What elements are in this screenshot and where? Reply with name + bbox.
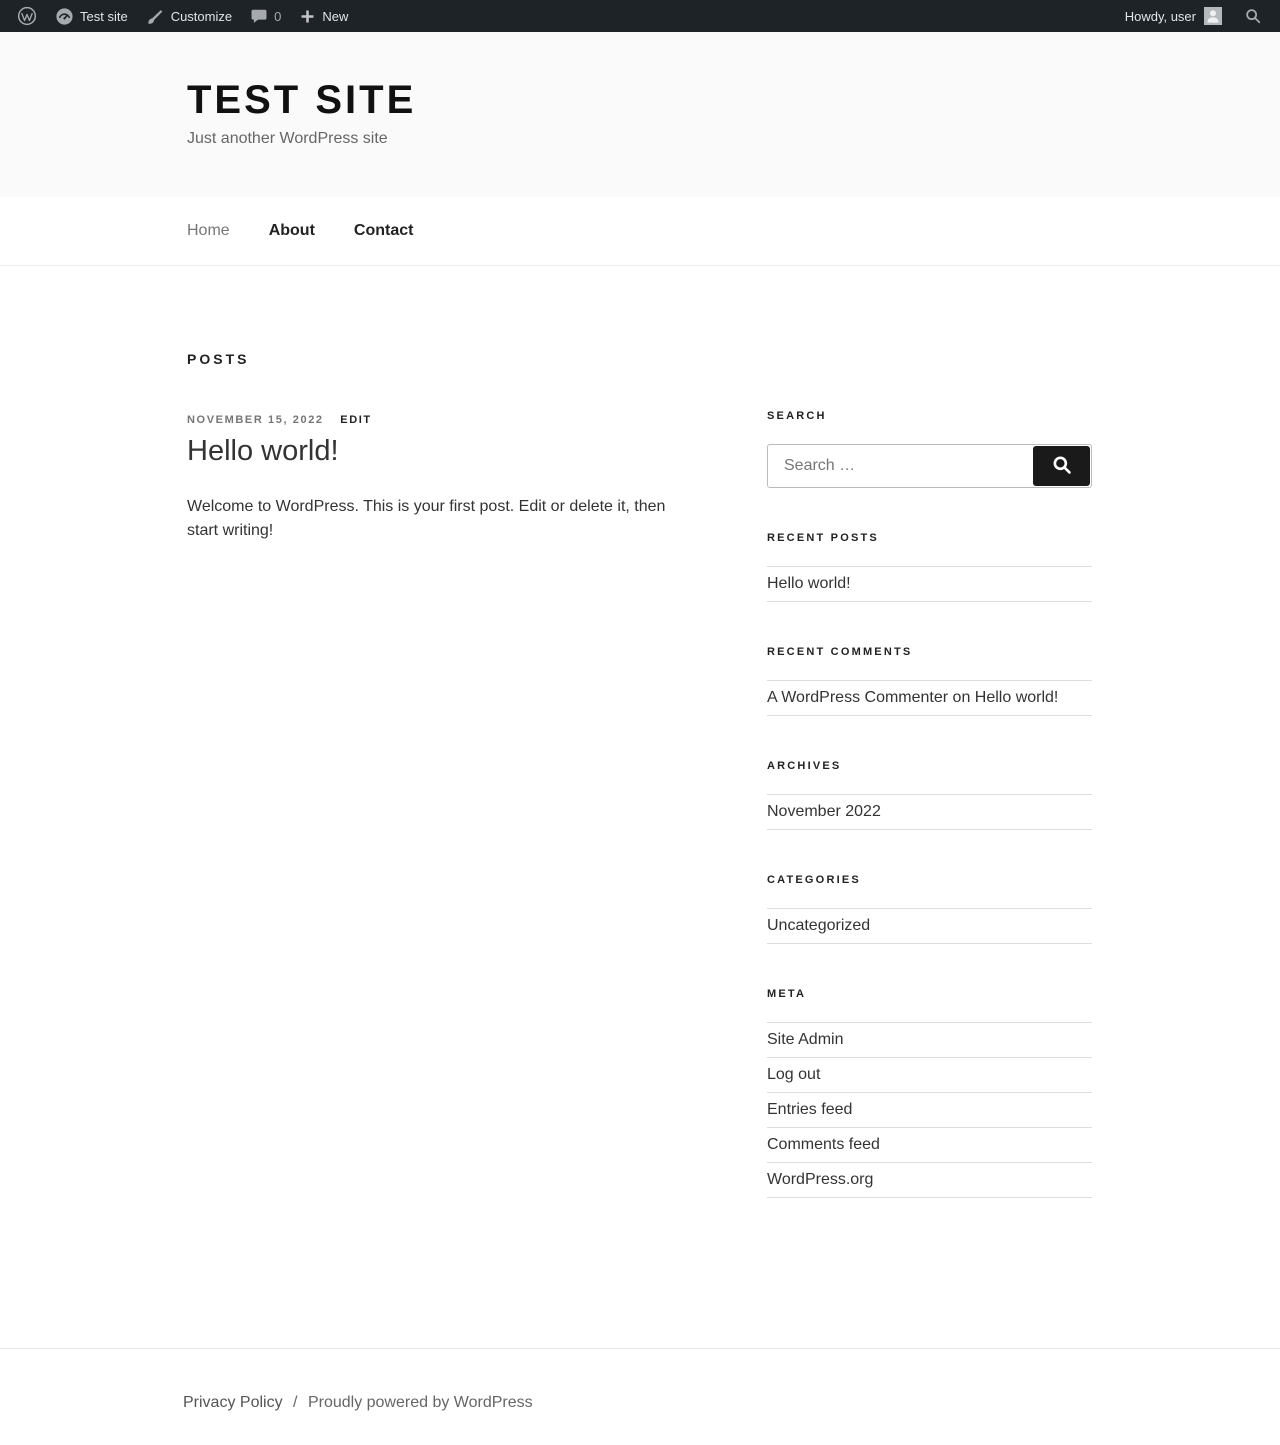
meta-title: META	[767, 988, 807, 1000]
search-icon	[1244, 7, 1262, 25]
sidebar	[767, 410, 1092, 1242]
howdy-text: Howdy, user	[1124, 8, 1196, 24]
adminbar-search-button[interactable]	[1230, 7, 1272, 25]
comment-post-link[interactable]: Hello world!	[974, 689, 1059, 706]
nav-item-about[interactable]: About	[268, 222, 315, 239]
recent-comments-title: RECENT COMMENTS	[767, 646, 913, 658]
archives-widget	[767, 760, 1092, 830]
categories-widget	[767, 874, 1092, 944]
customize-button[interactable]	[137, 0, 241, 32]
search-form	[767, 444, 1092, 488]
comment-connector: on	[948, 689, 975, 706]
meta-list	[767, 1022, 1092, 1198]
site-footer	[0, 1348, 1280, 1444]
new-label: New	[322, 8, 349, 24]
site-header	[0, 32, 1280, 197]
list-item	[767, 1093, 1092, 1128]
recent-comments-list	[767, 680, 1092, 716]
post-date[interactable]: NOVEMBER 15, 2022	[187, 414, 324, 426]
category-link[interactable]: Uncategorized	[767, 917, 871, 934]
paintbrush-icon	[146, 7, 165, 26]
search-icon	[1051, 454, 1073, 479]
user-avatar	[1204, 7, 1222, 25]
list-item	[767, 1023, 1092, 1058]
dashboard-gauge-icon	[55, 7, 74, 26]
content-area	[0, 266, 1280, 1242]
nav-item-home[interactable]: Home	[187, 222, 230, 239]
search-widget	[767, 410, 1092, 488]
wordpress-logo-icon	[17, 6, 37, 26]
recent-comments-widget	[767, 646, 1092, 716]
site-tagline: Just another WordPress site	[187, 130, 388, 147]
my-account-menu[interactable]	[1117, 7, 1230, 25]
admin-site-name: Test site	[80, 8, 128, 24]
list-item	[767, 567, 1092, 602]
site-name-menu[interactable]	[46, 0, 137, 32]
privacy-policy-link[interactable]: Privacy Policy	[183, 1394, 283, 1411]
nav-item-contact[interactable]: Contact	[353, 222, 414, 239]
meta-widget	[767, 988, 1092, 1198]
meta-comments-feed-link[interactable]: Comments feed	[767, 1136, 880, 1153]
posts-column	[187, 351, 682, 1242]
search-submit-button[interactable]	[1033, 446, 1090, 486]
list-item	[767, 1163, 1092, 1198]
post-edit-link[interactable]: EDIT	[340, 414, 372, 426]
post-article	[187, 414, 682, 543]
comment-bubble-icon	[250, 7, 268, 25]
archive-link[interactable]: November 2022	[767, 803, 881, 820]
archives-title: ARCHIVES	[767, 760, 842, 772]
list-item	[767, 1128, 1092, 1163]
recent-post-link[interactable]: Hello world!	[767, 575, 851, 592]
admin-bar-right	[1117, 7, 1272, 25]
meta-wordpress-org-link[interactable]: WordPress.org	[767, 1171, 874, 1188]
recent-posts-list	[767, 566, 1092, 602]
search-widget-title: SEARCH	[767, 410, 827, 422]
meta-entries-feed-link[interactable]: Entries feed	[767, 1101, 853, 1118]
comment-author-link[interactable]: A WordPress Commenter	[767, 689, 949, 706]
admin-bar	[0, 0, 1280, 32]
post-meta	[187, 414, 682, 426]
customize-label: Customize	[170, 8, 233, 24]
categories-title: CATEGORIES	[767, 874, 861, 886]
post-body: Welcome to WordPress. This is your first post. Edit or delete it, then start writing!	[187, 498, 666, 539]
meta-site-admin-link[interactable]: Site Admin	[767, 1031, 844, 1048]
new-content-button[interactable]	[290, 0, 357, 32]
list-item	[767, 909, 1092, 944]
main-navigation	[0, 197, 1280, 266]
list-item	[767, 795, 1092, 830]
wordpress-menu-button[interactable]	[8, 0, 46, 32]
categories-list	[767, 908, 1092, 944]
powered-by-link[interactable]: Proudly powered by WordPress	[307, 1394, 533, 1411]
recent-posts-widget	[767, 532, 1092, 602]
list-item	[767, 681, 1092, 716]
archives-list	[767, 794, 1092, 830]
plus-icon	[299, 8, 316, 25]
meta-log-out-link[interactable]: Log out	[767, 1066, 821, 1083]
comment-count: 0	[274, 8, 282, 24]
site-title[interactable]: TEST SITE	[187, 78, 417, 122]
recent-posts-title: RECENT POSTS	[767, 532, 879, 544]
comments-button[interactable]	[241, 0, 290, 32]
page-title: POSTS	[187, 351, 250, 367]
post-title-link[interactable]: Hello world!	[187, 435, 339, 467]
footer-separator: /	[293, 1394, 298, 1411]
list-item	[767, 1058, 1092, 1093]
